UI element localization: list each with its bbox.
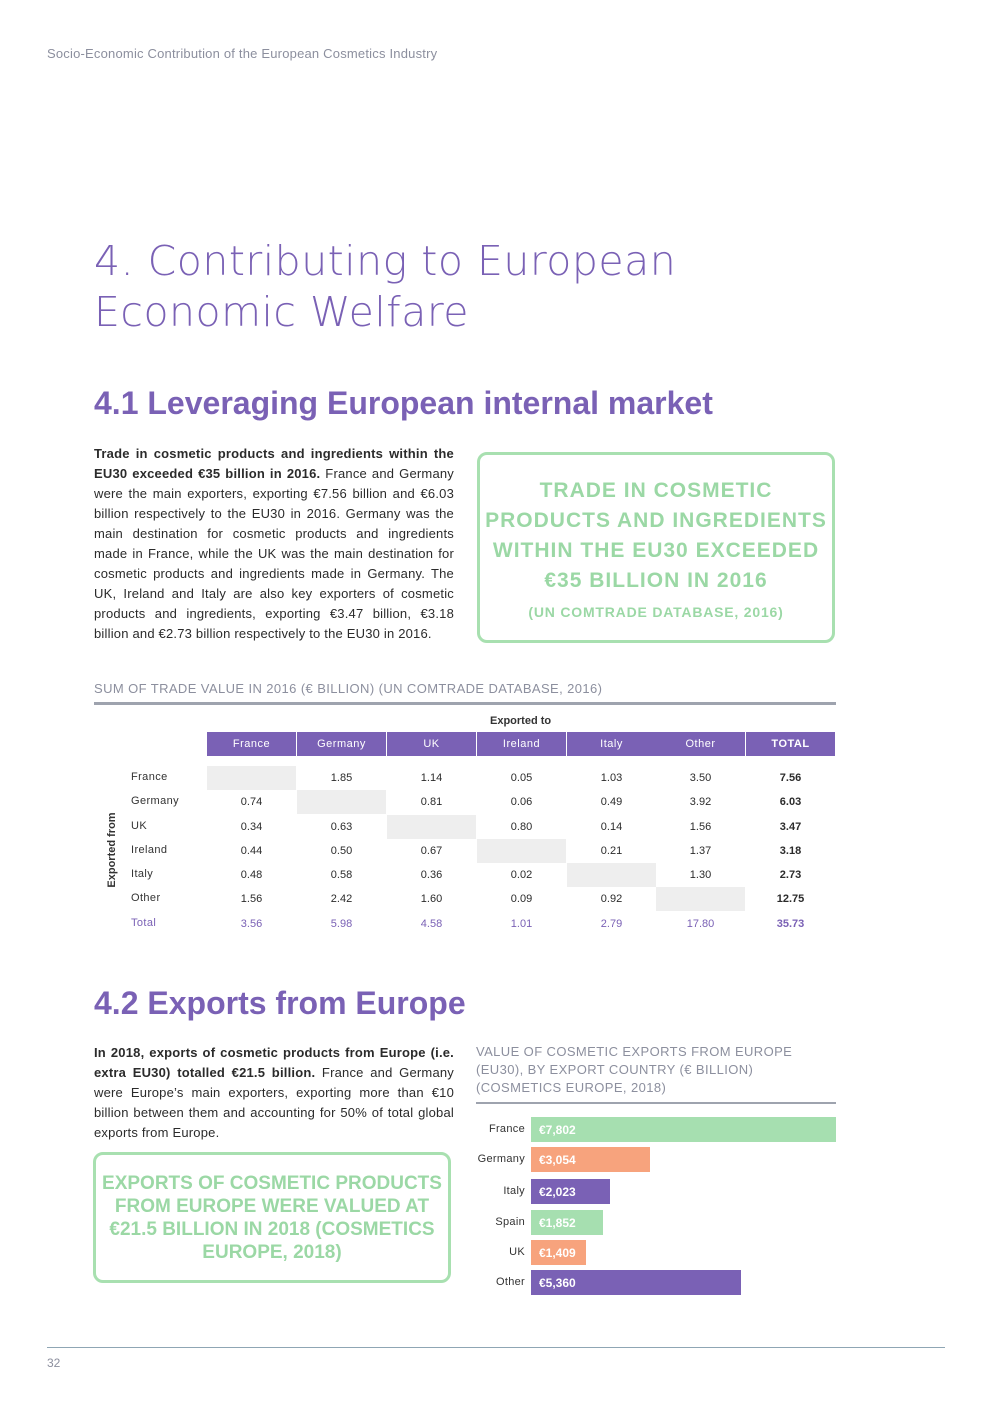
- table-cell: 35.73: [776, 918, 805, 930]
- table-cell: 6.03: [779, 796, 802, 808]
- page-number: 32: [47, 1356, 61, 1370]
- bar-value-label: €5,360: [539, 1275, 576, 1290]
- table-cell: 0.92: [600, 893, 623, 905]
- table-cell: 2.79: [600, 918, 623, 930]
- callout-trade-eu30: [477, 452, 835, 643]
- table-cell-empty: [567, 863, 656, 887]
- table-cell: 1.56: [689, 821, 712, 833]
- column-header: TOTAL: [746, 732, 835, 756]
- table-caption: SUM OF TRADE VALUE IN 2016 (€ BILLION) (UN COMTRADE DATABASE, 2016): [94, 681, 603, 696]
- column-header: Ireland: [477, 732, 566, 756]
- bar: [531, 1270, 741, 1295]
- column-header: France: [207, 732, 296, 756]
- column-group-label: Exported to: [490, 715, 552, 727]
- column-header: Italy: [567, 732, 656, 756]
- table-cell: 5.98: [330, 918, 353, 930]
- table-cell: 3.50: [689, 772, 712, 784]
- section-4-2-paragraph: [94, 1043, 454, 1143]
- table-cell: 1.85: [330, 772, 353, 784]
- bar-category-label: Spain: [495, 1216, 525, 1228]
- table-cell: 17.80: [686, 918, 715, 930]
- bar-value-label: €3,054: [539, 1152, 576, 1167]
- row-label: UK: [131, 820, 148, 832]
- table-cell-empty: [656, 887, 745, 911]
- bar-category-label: France: [488, 1123, 525, 1135]
- paragraph-lead: In 2018, exports of cosmetic products from Europe (i.e. extra EU30) totalled €21.5 billion.: [94, 1045, 454, 1080]
- section-4-1-paragraph: [94, 444, 454, 644]
- table-cell: 0.06: [510, 796, 533, 808]
- row-label: Total: [131, 917, 157, 929]
- column-header: UK: [387, 732, 476, 756]
- bar: [531, 1117, 836, 1142]
- bar: [531, 1147, 650, 1172]
- table-cell: 0.81: [420, 796, 443, 808]
- table-cell: 0.63: [330, 821, 353, 833]
- table-cell: 7.56: [779, 772, 802, 784]
- row-label: Italy: [131, 868, 154, 880]
- table-cell: 3.56: [240, 918, 263, 930]
- chart-caption: VALUE OF COSMETIC EXPORTS FROM EUROPE (EU30), BY EXPORT COUNTRY (€ BILLION) (COSMETICS EUROPE, 2018): [476, 1044, 793, 1095]
- chart-top-rule: [476, 1102, 836, 1104]
- bar-category-label: Italy: [503, 1185, 525, 1197]
- table-cell: 0.58: [330, 869, 353, 881]
- table-cell: 2.73: [779, 869, 802, 881]
- table-cell-empty: [387, 815, 476, 839]
- table-cell: 3.47: [779, 821, 802, 833]
- chapter-title: 4. Contributing to European Economic Welfare: [94, 237, 677, 336]
- table-cell-empty: [297, 790, 386, 814]
- bar-value-label: €1,852: [539, 1215, 576, 1230]
- bar-category-label: Germany: [477, 1153, 525, 1165]
- bar-value-label: €1,409: [539, 1245, 576, 1260]
- running-header: Socio-Economic Contribution of the European Cosmetics Industry: [47, 46, 438, 61]
- table-cell: 1.30: [689, 869, 712, 881]
- table-cell: 3.18: [779, 845, 802, 857]
- table-cell: 0.36: [420, 869, 443, 881]
- callout-source: (UN COMTRADE DATABASE, 2016): [528, 603, 784, 620]
- table-cell: 0.49: [600, 796, 623, 808]
- table-cell: 0.50: [330, 845, 353, 857]
- table-cell: 4.58: [420, 918, 443, 930]
- callout-exports-europe: [93, 1152, 451, 1283]
- table-cell: 0.44: [240, 845, 263, 857]
- paragraph-body: France and Germany were the main exporters, exporting €7.56 billion and €6.03 billion respectively to the EU30 in 2016. Germany was the main destination for cosmetic products and ingredients made in France, while the UK was the main destination for cosmetic products and ingredients made in Germany. The UK, Ireland and Italy are also key exporters of cosmetic products and ingredients, exporting €3.47 billion, €3.18 billion and €2.73 billion respectively to the EU30 in 2016.: [94, 466, 455, 641]
- table-cell-empty: [207, 766, 296, 790]
- footer-rule: [47, 1347, 945, 1348]
- table-cell: 1.01: [510, 918, 533, 930]
- row-label: France: [131, 771, 168, 783]
- table-cell: 0.48: [240, 869, 263, 881]
- table-cell: 0.67: [420, 845, 443, 857]
- section-4-1-title: 4.1 Leveraging European internal market: [94, 385, 713, 421]
- bar-category-label: Other: [495, 1276, 525, 1288]
- table-cell: 1.37: [689, 845, 712, 857]
- table-cell: 0.34: [240, 821, 263, 833]
- table-cell: 12.75: [776, 893, 805, 905]
- paragraph-lead: Trade in cosmetic products and ingredients within the EU30 exceeded €35 billion in 2016.: [94, 446, 454, 481]
- row-label: Other: [131, 892, 161, 904]
- paragraph-body: France and Germany were Europe’s main exporters, exporting more than €10 billion between them and accounting for 50% of total global exports from Europe.: [94, 1065, 454, 1140]
- table-cell: 2.42: [330, 893, 353, 905]
- bar-category-label: UK: [509, 1246, 525, 1258]
- table-cell: 0.80: [510, 821, 533, 833]
- bar: [531, 1179, 610, 1204]
- callout-text: TRADE IN COSMETIC PRODUCTS AND INGREDIENTS WITHIN THE EU30 EXCEEDED €35 BILLION IN 2016: [485, 478, 827, 592]
- bar: [531, 1240, 586, 1265]
- table-cell-empty: [477, 839, 566, 863]
- table-top-rule: [94, 702, 836, 705]
- table-cell: 0.09: [510, 893, 533, 905]
- table-cell: 3.92: [689, 796, 712, 808]
- column-header: Other: [656, 732, 745, 756]
- row-label: Ireland: [131, 844, 168, 856]
- callout-text: EXPORTS OF COSMETIC PRODUCTS FROM EUROPE WERE VALUED AT €21.5 BILLION IN 2018 (COSMETICS EUROPE, 2018): [102, 1172, 442, 1263]
- row-label: Germany: [131, 795, 180, 807]
- row-group-label: Exported from: [106, 812, 118, 888]
- table-cell: 1.03: [600, 772, 623, 784]
- table-cell: 0.74: [240, 796, 263, 808]
- table-cell: 1.60: [420, 893, 443, 905]
- bar-value-label: €2,023: [539, 1184, 576, 1199]
- table-cell: 0.05: [510, 772, 533, 784]
- table-cell: 1.56: [240, 893, 263, 905]
- section-4-2-title: 4.2 Exports from Europe: [94, 985, 466, 1021]
- bar-value-label: €7,802: [539, 1122, 576, 1137]
- column-header: Germany: [297, 732, 386, 756]
- bar: [531, 1210, 603, 1235]
- table-cell: 0.21: [600, 845, 623, 857]
- table-cell: 1.14: [420, 772, 443, 784]
- table-cell: 0.14: [600, 821, 623, 833]
- table-cell: 0.02: [510, 869, 533, 881]
